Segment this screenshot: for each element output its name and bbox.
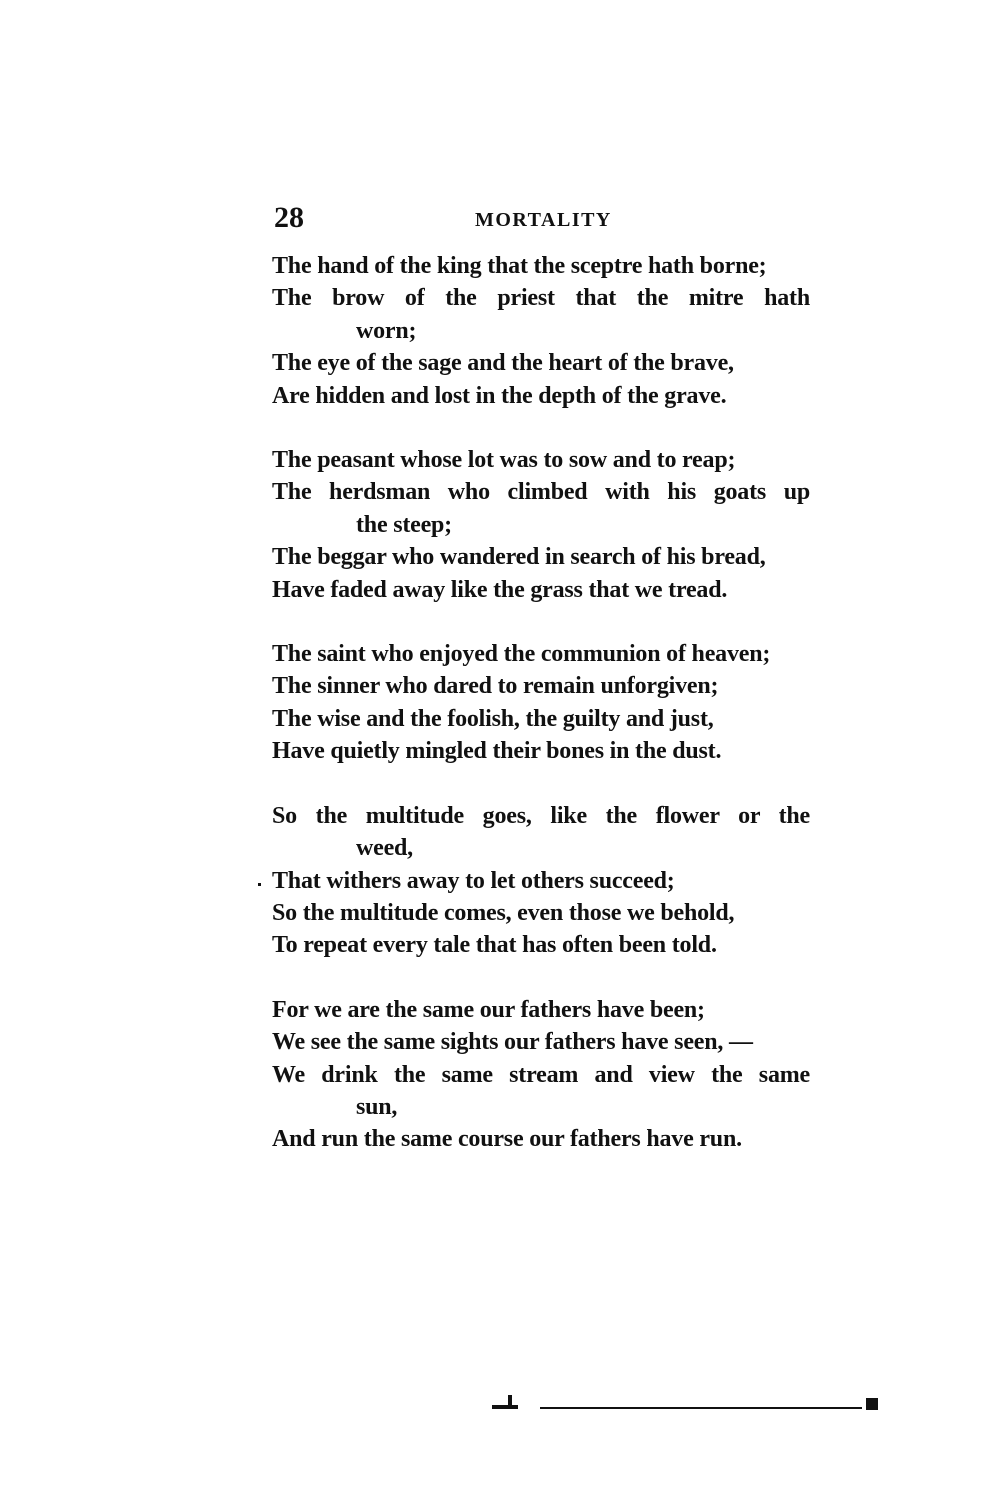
- poem-line-continuation: weed,: [356, 835, 413, 862]
- poem-line-continuation: the steep;: [356, 511, 452, 538]
- poem-line: For we are the same our fathers have been;: [272, 996, 705, 1023]
- poem-line: So the multitude comes, even those we behold,: [272, 899, 735, 926]
- poem-line: The hand of the king that the sceptre hath borne;: [272, 253, 767, 279]
- poem-line: The sinner who dared to remain unforgiven;: [272, 673, 719, 700]
- poem-line: The eye of the sage and the heart of the brave,: [272, 350, 734, 377]
- poem-line: The peasant whose lot was to sow and to reap;: [272, 447, 736, 474]
- poem-line: Have faded away like the grass that we tread.: [272, 576, 728, 603]
- printer-mark-stem: [508, 1395, 512, 1409]
- poem-line: The brow of the priest that the mitre hath: [272, 285, 810, 312]
- poem-line: The beggar who wandered in search of his bread,: [272, 544, 766, 571]
- stanza-3: [272, 638, 812, 768]
- print-speck: [258, 883, 261, 886]
- running-title: MORTALITY: [475, 209, 612, 231]
- poem-line: And run the same course our fathers have run.: [272, 1126, 742, 1153]
- page-number: 28: [274, 201, 304, 234]
- poem-line-continuation: sun,: [356, 1093, 398, 1120]
- stanza-5: [272, 994, 812, 1156]
- poem-line: The herdsman who climbed with his goats up: [272, 479, 810, 506]
- stanza-1: [272, 250, 812, 412]
- poem-line-continuation: worn;: [356, 317, 417, 344]
- poem-line: That withers away to let others succeed;: [272, 867, 675, 894]
- poem-line: So the multitude goes, like the flower or the: [272, 802, 810, 829]
- printer-mark-bar: [492, 1405, 518, 1409]
- poem-line: The wise and the foolish, the guilty and just,: [272, 705, 714, 732]
- poem-line: Have quietly mingled their bones in the dust.: [272, 738, 722, 765]
- poem-line: The saint who enjoyed the communion of heaven;: [272, 641, 771, 668]
- stanza-2: [272, 444, 812, 606]
- printer-mark-right: [866, 1398, 878, 1410]
- poem-line: We drink the same stream and view the same: [272, 1061, 810, 1088]
- stanza-4: [272, 800, 812, 962]
- poem-line: Are hidden and lost in the depth of the grave.: [272, 382, 727, 409]
- footer-rule: [540, 1407, 862, 1409]
- printer-mark-left: [492, 1395, 520, 1411]
- poem-line: We see the same sights our fathers have seen, —: [272, 1029, 753, 1056]
- poem-body: [272, 250, 812, 1188]
- poem-line: To repeat every tale that has often been told.: [272, 932, 717, 959]
